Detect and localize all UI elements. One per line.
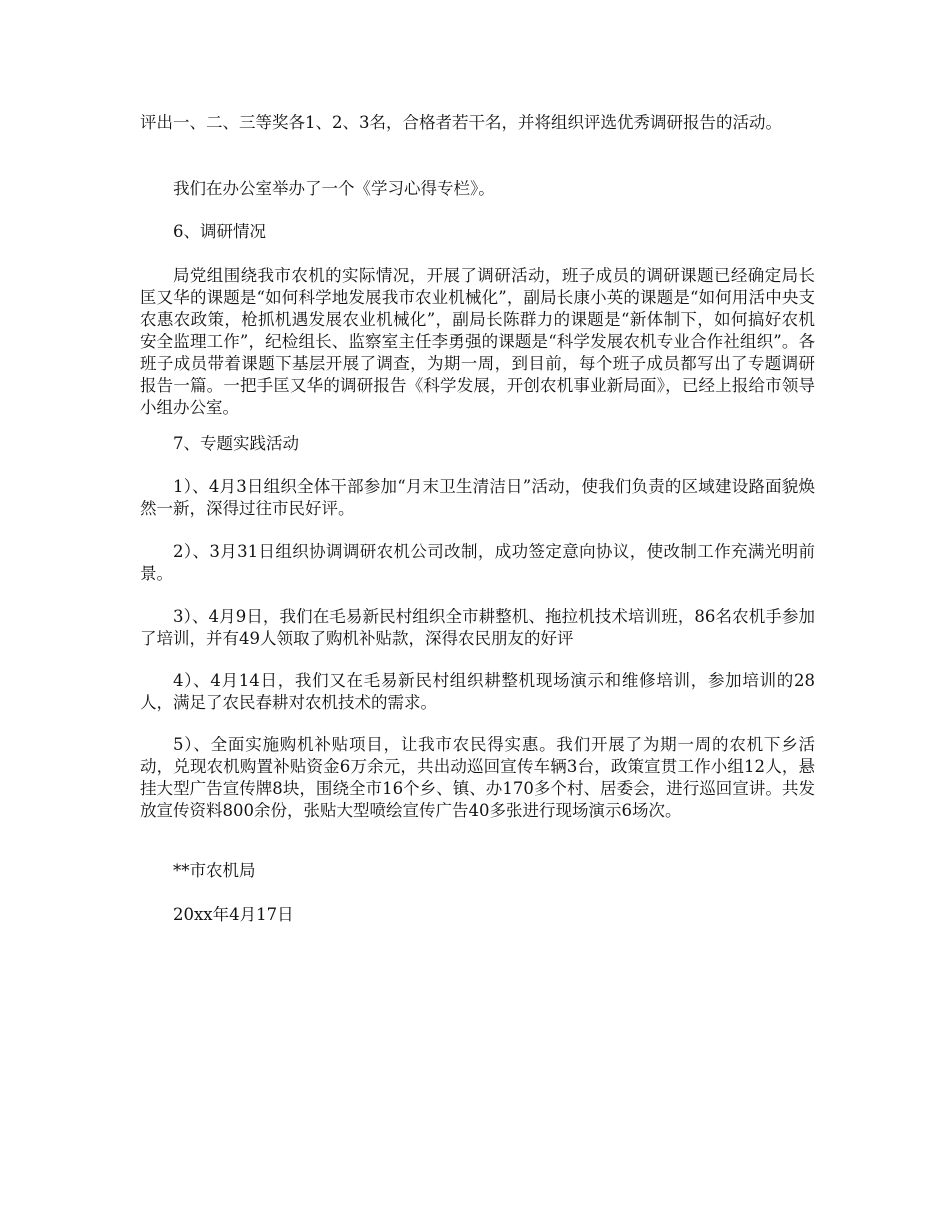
heading-research-situation: 6、调研情况	[173, 222, 266, 241]
list-item-activity-1: 1）、4月3日组织全体干部参加“月末卫生清洁日”活动，使我们负责的区域建设路面貌焕然一新，深得过往市民好评。	[140, 477, 815, 518]
list-item-activity-2: 2）、3月31日组织协调调研农机公司改制，成功签定意向协议，使改制工作充满光明前景。	[140, 542, 815, 583]
list-item-activity-3: 3）、4月9日，我们在毛易新民村组织全市耕整机、拖拉机技术培训班，86名农机手参加了培训，并有49人领取了购机补贴款，深得农民朋友的好评	[140, 607, 815, 648]
list-item-activity-5: 5）、全面实施购机补贴项目，让我市农民得实惠。我们开展了为期一周的农机下乡活动，兑现农机购置补贴资金6万余元，共出动巡回宣传车辆3台，政策宣贯工作小组12人，悬挂大型广告宣传牌8块，围绕全市16个乡、镇、办170多个村、居委会，进行巡回宣讲。共发放宣传资料800余份，张贴大型喷绘宣传广告40多张进行现场演示6场次。	[140, 735, 815, 820]
paragraph-research-details: 局党组围绕我市农机的实际情况，开展了调研活动，班子成员的调研课题已经确定局长匡又华的课题是“如何科学地发展我市农业机械化”，副局长康小英的课题是“如何用活中央支农惠农政策，枪抓机遇发展农业机械化”，副局长陈群力的课题是“新体制下，如何搞好农机安全监理工作”，纪检组长、监察室主任李勇强的课题是“科学发展农机专业合作社组织”。各班子成员带着课题下基层开展了调查，为期一周，到目前，每个班子成员都写出了专题调研报告一篇。一把手匡又华的调研报告《科学发展，开创农机事业新局面》，已经上报给市领导小组办公室。	[140, 266, 815, 417]
heading-practice-activities: 7、专题实践活动	[173, 434, 299, 453]
list-item-activity-4: 4）、4月14日，我们又在毛易新民村组织耕整机现场演示和维修培训，参加培训的28人，满足了农民春耕对农机技术的需求。	[140, 671, 815, 712]
signature-date: 20xx年4月17日	[173, 905, 294, 924]
paragraph-study-column: 我们在办公室举办了一个《学习心得专栏》。	[173, 179, 495, 198]
signature-organization: **市农机局	[173, 861, 256, 880]
paragraph-award-continuation: 评出一、二、三等奖各1、2、3名，合格者若干名，并将组织评选优秀调研报告的活动。	[140, 113, 782, 132]
